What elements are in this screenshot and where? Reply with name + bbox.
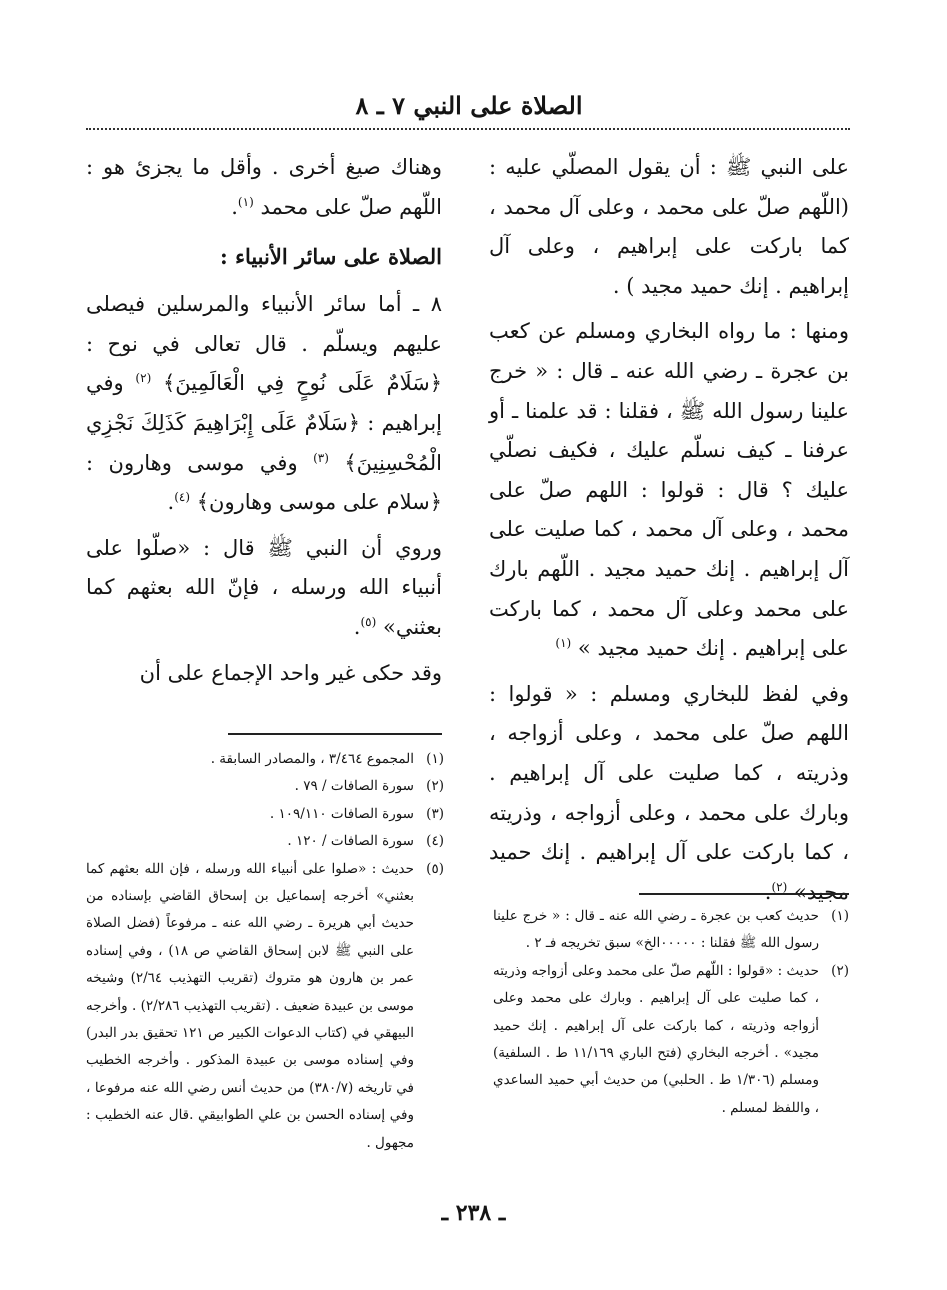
footnote: (٥) حديث : «صلوا على أنبياء الله ورسله ، فإن الله بعثهم كما بعثني» أخرجه إسماعيل بن إسحاق القاضي بإسناده من حديث أبي هريرة ـ رضي الله عنه ـ مرفوعاً (فضل الصلاة على النبي ﷺ لابن إسحاق القاضي ص ١٨) ، وفي إسناده عمر بن هارون هو متروك (تقريب التهذيب ٢/٦٤) وشيخه موسى بن عبيدة ضعيف . (تقريب التهذيب ٢/٢٨٦) . وأخرجه البيهقي في (كتاب الدعوات الكبير ص ١٢١ تحقيق بدر البدر) وفي إسناده موسى بن عبيدة المذكور . وأخرجه الخطيب في تاريخه (٣٨٠/٧) من حديث أنس رضي الله عنه مرفوعا ، وفي إسناده الحسن بن علي الطوابيقي .قال عنه الخطيب : مجهول .: [86, 856, 444, 1157]
footnote: (١) المجموع ٣/٤٦٤ ، والمصادر السابقة .: [86, 746, 444, 773]
left-column-text: [86, 148, 442, 227]
paragraph: وهناك صيغ أخرى . وأقل ما يجزئ هو : اللّهم صلّ على محمد $^{(١)}$.: [86, 155, 442, 219]
paragraph: وروي أن النبي ﷺ قال : «صلّوا على أنبياء الله ورسله ، فإنّ الله بعثهم كما بعثني» $^{(٥)}$.: [86, 535, 442, 639]
footnotes-left: [86, 746, 444, 1157]
footnote: (٣) سورة الصافات ١٠٩/١١٠ .: [86, 801, 444, 828]
header-dotted-rule: [86, 128, 850, 130]
footnote-ref: (٣): [313, 450, 329, 465]
paragraph: ومنها : ما رواه البخاري ومسلم عن كعب بن عجرة ـ رضي الله عنه ـ قال : « خرج علينا رسول الله ﷺ ، فقلنا : قد علمنا ـ أو عرفنا ـ كيف نسلّم عليك ، فكيف نصلّي عليك ؟ قال : قولوا : اللهم صلّ على محمد ، وعلى آل محمد ، كما صليت على آل إبراهيم . إنك حميد مجيد . اللّهم بارك على محمد وعلى آل محمد ، كما باركت على إبراهيم . إنك حميد مجيد » $^{(١)}$: [489, 319, 849, 661]
footnote-number: (٤): [426, 833, 444, 850]
footnote: (٢) حديث : «قولوا : اللّهم صلّ على محمد وعلى أزواجه وذريته ، كما صليت على آل إبراهيم . وبارك على محمد وعلى أزواجه وذريته ، كما باركت على آل إبراهيم . إنك حميد مجيد» . أخرجه البخاري (فتح الباري ١١/١٦٩ ط . السلفية) ومسلم (١/٣٠٦ ط . الحلبي) من حديث أبي حميد الساعدي ، واللفظ لمسلم .: [493, 958, 849, 1122]
page-number: ـ ٢٣٨ ـ: [441, 1200, 506, 1226]
footnote-ref: (٢): [135, 371, 152, 386]
footnote: (٤) سورة الصافات / ١٢٠ .: [86, 828, 444, 855]
footnote-number: (١): [831, 908, 849, 924]
footnote-number: (١): [426, 751, 444, 767]
footnote-rule: [639, 893, 849, 895]
footnote: (١) حديث كعب بن عجرة ـ رضي الله عنه ـ قال : « خرج علينا رسول الله ﷺ فقلنا : ٠٠٠٠٠الخ» سبق تخريجه فـ ٢ .: [493, 903, 849, 958]
paragraph: وقد حكى غير واحد الإجماع على أن: [139, 660, 442, 685]
footnote-ref: (١): [555, 636, 572, 651]
right-column: [489, 148, 849, 912]
footnote-rule: [228, 733, 442, 735]
footnote-ref: (٤): [174, 490, 191, 505]
footnote-ref: (٥): [360, 614, 377, 629]
running-header: الصلاة على النبي ٧ ـ ٨: [355, 91, 583, 120]
footnotes-right: [493, 903, 849, 1122]
left-column-text-2: [86, 285, 442, 693]
paragraph: على النبي ﷺ : أن يقول المصلّي عليه : (اللّهم صلّ على محمد ، وعلى آل محمد ، كما باركت على إبراهيم ، وعلى آل إبراهيم . إنك حميد مجيد ) .: [489, 155, 849, 298]
left-column: [86, 148, 442, 693]
footnote-number: (٢): [831, 962, 849, 979]
paragraph: وفي لفظ للبخاري ومسلم : « قولوا : اللهم صلّ على محمد ، وعلى أزواجه ، وذريته ، كما صليت على آل إبراهيم . وبارك على محمد ، وعلى أزواجه ، وذريته ، كما باركت على آل إبراهيم . إنك حميد مجيد» $^{(٢)}$.: [489, 681, 849, 904]
footnote-number: (٣): [426, 805, 444, 822]
footnote-number: (٢): [426, 778, 444, 795]
footnote: (٢) سورة الصافات / ٧٩ .: [86, 773, 444, 800]
paragraph: ٨ ـ أما سائر الأنبياء والمرسلين فيصلى عليهم ويسلّم . قال تعالى في نوح : ﴿سَلَامٌ عَلَى نُوحٍ فِي الْعَالَمِينَ﴾ $^{(٢)}$ وفي إبراهيم : ﴿سَلَامٌ عَلَى إِبْرَاهِيمَ كَذَلِكَ نَجْزِي الْمُحْسِنِينَ﴾ $^{(٣)}$ وفي موسى وهارون : ﴿سلام على موسى وهارون﴾ $^{(٤)}$.: [86, 292, 443, 515]
right-column-text: [489, 148, 849, 912]
footnote-ref: (٢): [771, 879, 788, 894]
footnote-ref: (١): [237, 194, 254, 209]
section-heading: الصلاة على سائر الأنبياء :: [220, 244, 442, 270]
footnote-number: (٥): [426, 860, 444, 877]
